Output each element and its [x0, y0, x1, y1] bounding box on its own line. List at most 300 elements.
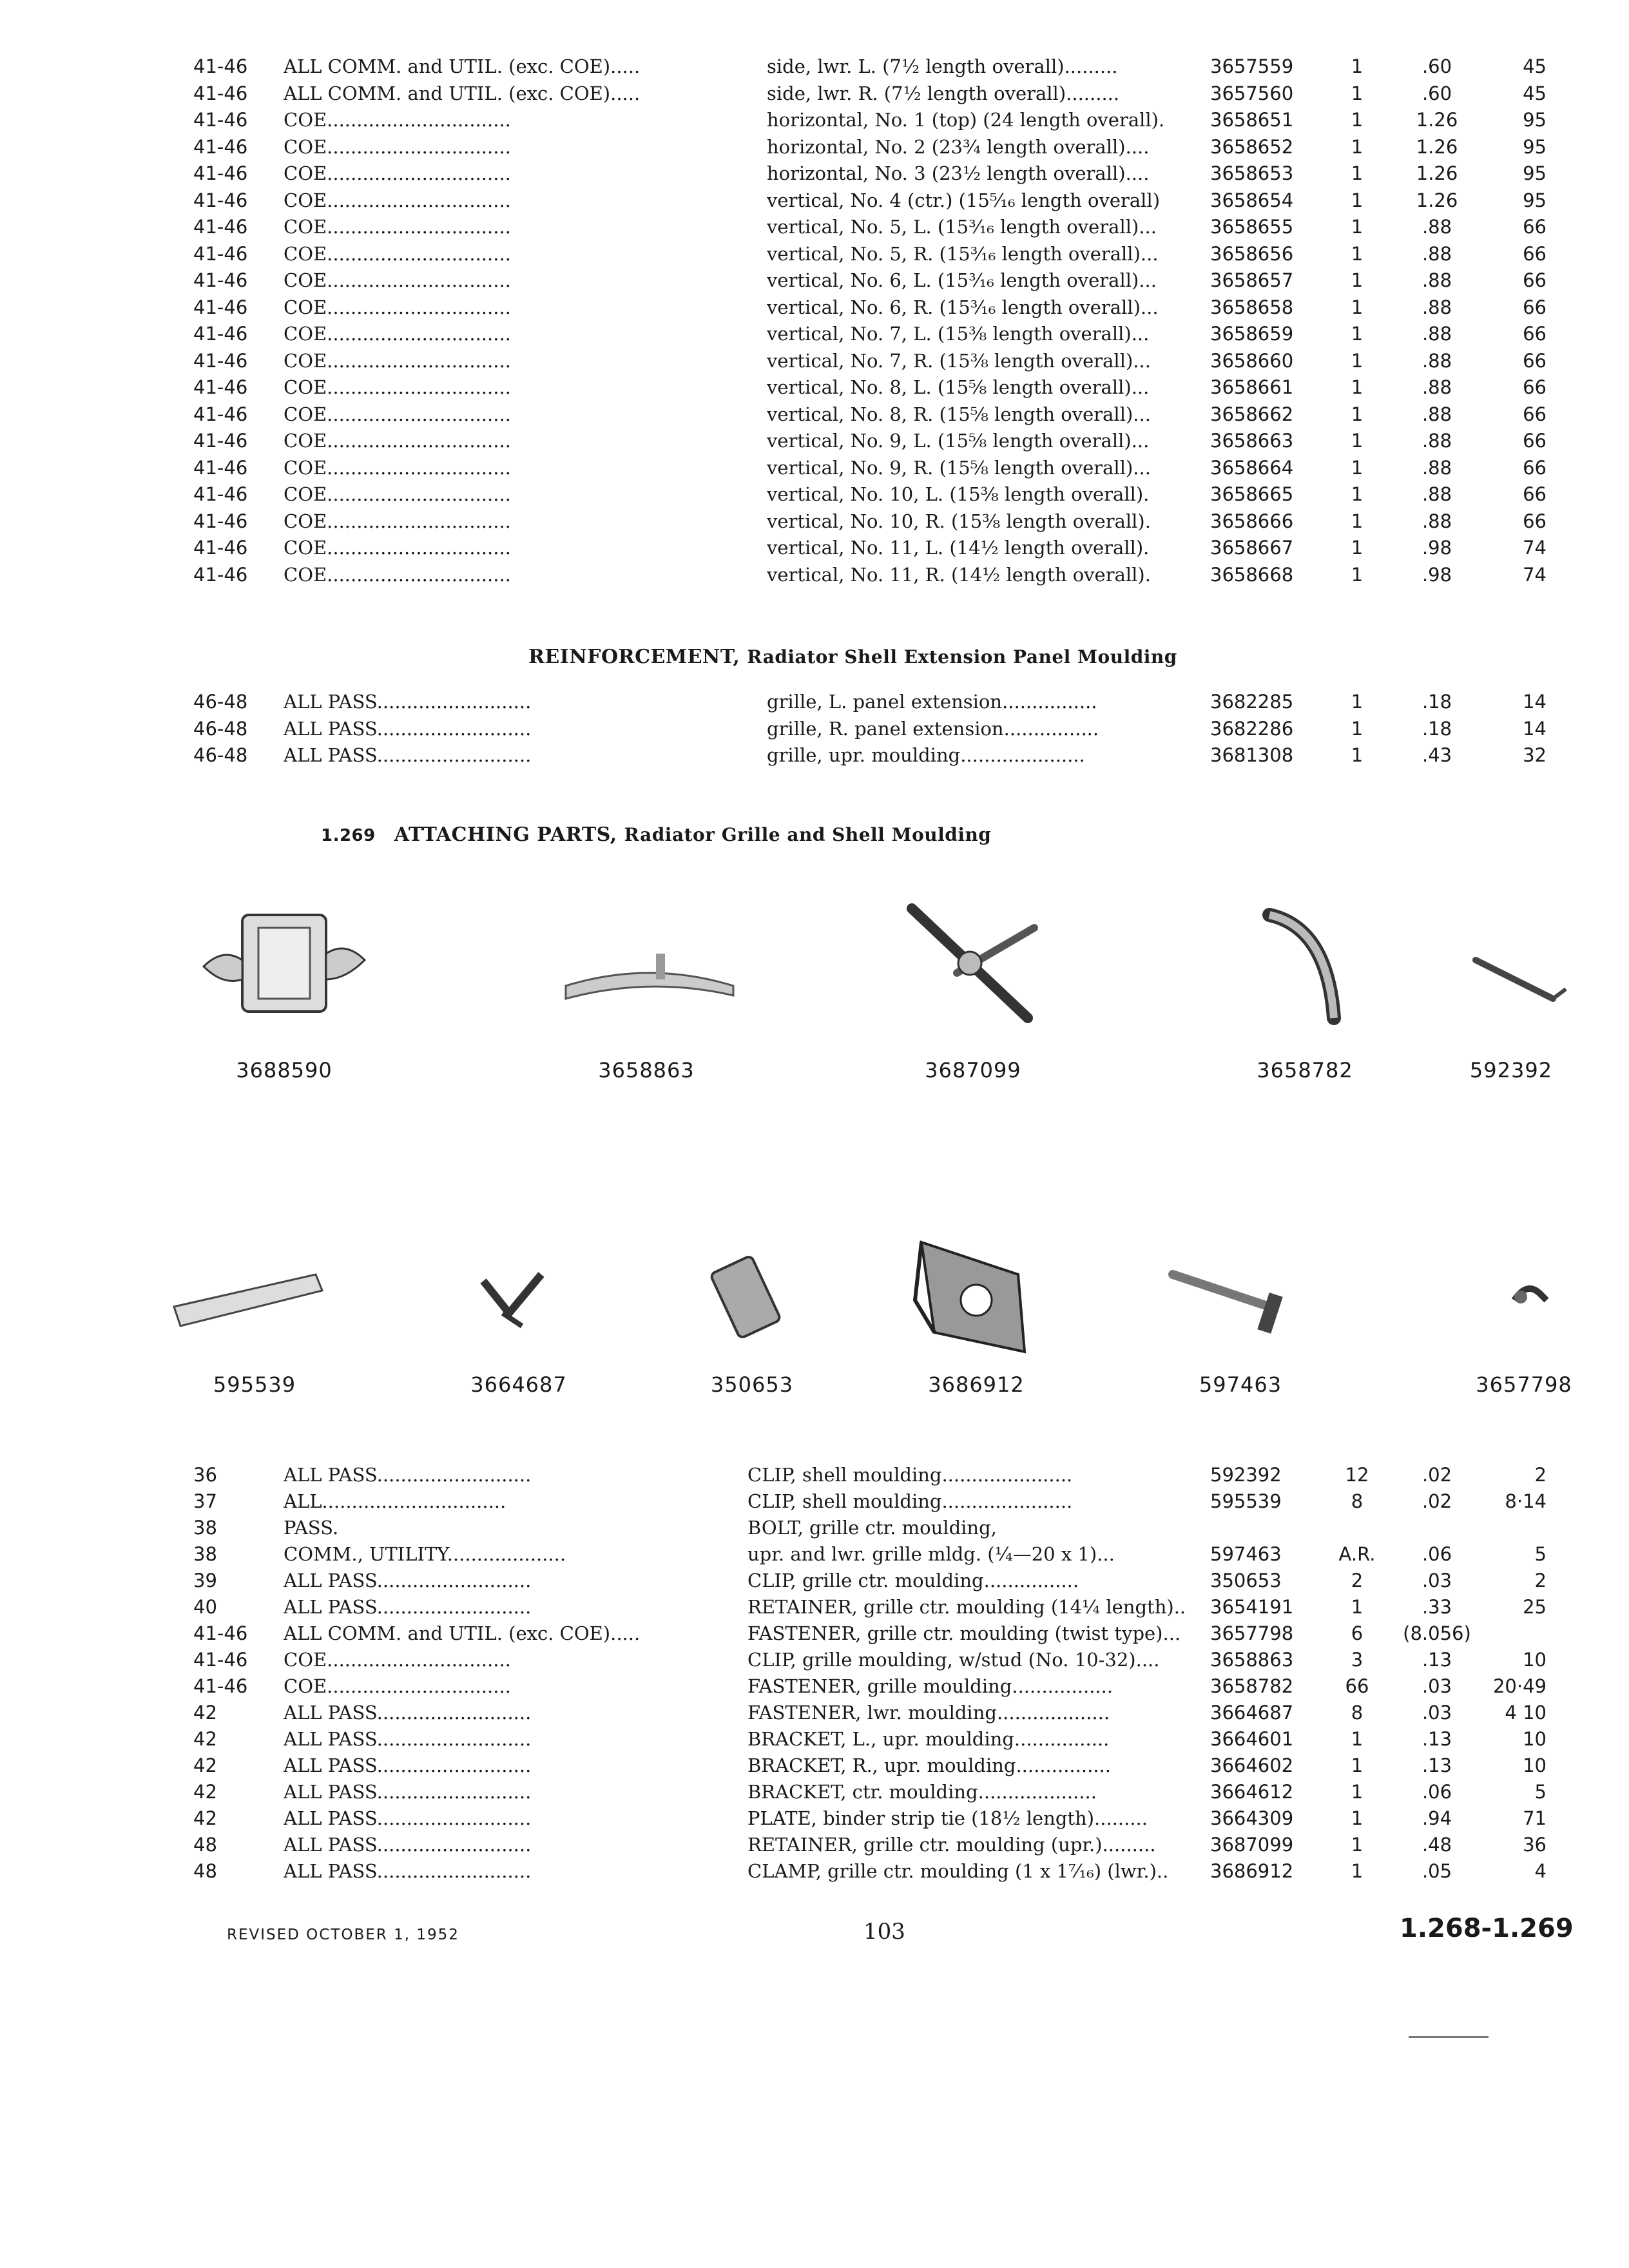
model-cell: ALL PASS..........................	[284, 1702, 532, 1724]
year-cell: 48	[193, 1860, 217, 1882]
price-cell: .88	[1422, 430, 1452, 452]
price-cell: .88	[1422, 323, 1452, 345]
attaching-parts-heading-rest: Radiator Grille and Shell Moulding	[624, 824, 992, 845]
part-number-cell: 595539	[1210, 1490, 1282, 1512]
price-cell: .98	[1422, 563, 1452, 586]
quantity-cell: 1	[1351, 717, 1364, 740]
description-cell: vertical, No. 11, L. (14½ length overall).	[767, 537, 1150, 559]
part-number-cell: 3658660	[1210, 349, 1294, 372]
quantity-cell: 1	[1351, 323, 1364, 345]
description-cell: vertical, No. 7, R. (15⅜ length overall)...	[767, 349, 1151, 372]
quantity-cell: 1	[1351, 1754, 1364, 1776]
year-cell: 41-46	[193, 82, 248, 104]
part-number-cell: 3664602	[1210, 1754, 1294, 1776]
price-cell: .06	[1422, 1543, 1452, 1565]
model-cell: COE...............................	[284, 162, 511, 184]
moulding-table	[0, 53, 1629, 607]
code-cell: 20·49	[1492, 1675, 1547, 1697]
curved-fastener-icon	[1199, 889, 1411, 1050]
quantity-cell: 1	[1351, 1728, 1364, 1750]
year-cell: 41-46	[193, 135, 248, 158]
price-cell: .88	[1422, 349, 1452, 372]
model-cell: ALL PASS..........................	[284, 717, 532, 740]
description-cell: grille, R. panel extension................	[767, 717, 1099, 740]
part-number-cell: 592392	[1210, 1464, 1282, 1486]
part-number-cell: 3658655	[1210, 216, 1294, 238]
table-row	[0, 1858, 1629, 1885]
model-cell: COE...............................	[284, 296, 511, 318]
price-cell: .05	[1422, 1860, 1452, 1882]
table-row	[0, 1593, 1629, 1620]
code-cell: 8·14	[1505, 1490, 1547, 1512]
year-cell: 41-46	[193, 537, 248, 559]
description-cell: BRACKET, ctr. moulding....................	[747, 1781, 1097, 1803]
year-cell: 41-46	[193, 483, 248, 505]
page-number: 103	[863, 1919, 905, 1945]
figure-part-number: 3657798	[1476, 1372, 1572, 1397]
quantity-cell: 1	[1351, 296, 1364, 318]
price-cell: .03	[1422, 1702, 1452, 1724]
description-cell: FASTENER, grille moulding.................	[747, 1675, 1113, 1697]
part-figure	[412, 1204, 625, 1410]
part-number-cell: 3658665	[1210, 483, 1294, 505]
part-number-cell: 3658652	[1210, 135, 1294, 158]
quantity-cell: 12	[1345, 1464, 1369, 1486]
price-cell: .94	[1422, 1807, 1452, 1829]
price-cell: 1.26	[1416, 189, 1458, 211]
part-number-cell: 3658782	[1210, 1675, 1294, 1697]
part-number-cell: 3658656	[1210, 242, 1294, 265]
price-cell: .88	[1422, 296, 1452, 318]
table-row	[0, 481, 1629, 508]
model-cell: ALL COMM. and UTIL. (exc. COE).....	[284, 55, 641, 77]
code-cell: 66	[1523, 430, 1547, 452]
model-cell: ALL PASS..........................	[284, 1570, 532, 1591]
model-cell: ALL PASS..........................	[284, 1834, 532, 1856]
table-row	[0, 561, 1629, 588]
code-cell: 2	[1534, 1570, 1547, 1591]
year-cell: 38	[193, 1517, 217, 1539]
code-cell: 95	[1523, 109, 1547, 131]
attaching-parts-heading	[321, 823, 991, 846]
description-cell: FASTENER, grille ctr. moulding (twist type)...	[747, 1622, 1181, 1644]
model-cell: ALL PASS..........................	[284, 1807, 532, 1829]
code-cell: 66	[1523, 456, 1547, 479]
part-number-cell: 3658664	[1210, 456, 1294, 479]
quantity-cell: 1	[1351, 349, 1364, 372]
figure-part-number: 3688590	[236, 1058, 333, 1082]
table-row	[0, 1488, 1629, 1515]
table-row	[0, 688, 1629, 715]
code-cell: 66	[1523, 403, 1547, 425]
small-clip-icon	[1405, 889, 1617, 1050]
price-cell: .48	[1422, 1834, 1452, 1856]
price-cell: .18	[1422, 691, 1452, 713]
model-cell: COE...............................	[284, 483, 511, 505]
code-cell: 14	[1523, 717, 1547, 740]
table-row	[0, 1752, 1629, 1779]
part-number-cell: 3657560	[1210, 82, 1294, 104]
code-cell: 14	[1523, 691, 1547, 713]
description-cell: FASTENER, lwr. moulding...................	[747, 1702, 1110, 1724]
year-cell: 46-48	[193, 691, 248, 713]
description-cell: grille, L. panel extension................	[767, 691, 1097, 713]
description-cell: vertical, No. 10, R. (15⅜ length overall).	[767, 510, 1151, 532]
price-cell: .18	[1422, 717, 1452, 740]
part-number-cell: 3682285	[1210, 691, 1294, 713]
price-cell: .88	[1422, 242, 1452, 265]
section-number: 1.269	[321, 826, 376, 845]
part-number-cell: 3664612	[1210, 1781, 1294, 1803]
model-cell: ALL PASS..........................	[284, 1596, 532, 1618]
year-cell: 42	[193, 1702, 217, 1724]
figure-part-number: 597463	[1199, 1372, 1282, 1397]
price-cell: 1.26	[1416, 109, 1458, 131]
model-cell: COE...............................	[284, 1675, 511, 1697]
year-cell: 41-46	[193, 349, 248, 372]
description-cell: vertical, No. 8, L. (15⅝ length overall)...	[767, 376, 1150, 398]
model-cell: COE...............................	[284, 135, 511, 158]
code-cell: 66	[1523, 510, 1547, 532]
table-row	[0, 187, 1629, 214]
description-cell: vertical, No. 5, L. (15³⁄₁₆ length overall)...	[767, 216, 1157, 238]
clamp-plate-icon	[870, 1204, 1083, 1365]
price-cell: (8.056)	[1403, 1622, 1471, 1644]
part-number-cell: 3682286	[1210, 717, 1294, 740]
table-row	[0, 240, 1629, 267]
description-cell: CLIP, grille ctr. moulding................	[747, 1570, 1079, 1591]
code-cell: 66	[1523, 269, 1547, 291]
description-cell: BRACKET, R., upr. moulding................	[747, 1754, 1111, 1776]
description-cell: BOLT, grille ctr. moulding,	[747, 1517, 997, 1539]
table-row	[0, 401, 1629, 428]
retainer-bolt-icon	[867, 889, 1079, 1050]
code-cell: 5	[1534, 1543, 1547, 1565]
price-cell: .60	[1422, 55, 1452, 77]
part-number-cell: 350653	[1210, 1570, 1282, 1591]
code-cell: 66	[1523, 376, 1547, 398]
price-cell: .33	[1422, 1596, 1452, 1618]
code-cell: 4 10	[1505, 1702, 1547, 1724]
year-cell: 41-46	[193, 189, 248, 211]
code-cell: 66	[1523, 242, 1547, 265]
year-cell: 41-46	[193, 430, 248, 452]
table-row	[0, 213, 1629, 240]
quantity-cell: 1	[1351, 430, 1364, 452]
part-number-cell: 3658663	[1210, 430, 1294, 452]
table-row	[0, 1541, 1629, 1568]
description-cell: CLIP, shell moulding......................	[747, 1464, 1073, 1486]
part-figure	[1134, 1204, 1347, 1410]
figure-part-number: 3687099	[925, 1058, 1021, 1082]
quantity-cell: A.R.	[1338, 1543, 1376, 1565]
part-number-cell: 3658658	[1210, 296, 1294, 318]
flat-clip-icon	[148, 1204, 361, 1365]
quantity-cell: 3	[1351, 1649, 1364, 1671]
part-figure	[646, 1204, 858, 1410]
description-cell: horizontal, No. 3 (23½ length overall)....	[767, 162, 1150, 184]
model-cell: COE...............................	[284, 216, 511, 238]
price-cell: .13	[1422, 1728, 1452, 1750]
year-cell: 42	[193, 1781, 217, 1803]
price-cell: 1.26	[1416, 162, 1458, 184]
year-cell: 41-46	[193, 563, 248, 586]
part-figure	[870, 1204, 1083, 1410]
description-cell: vertical, No. 11, R. (14½ length overall).	[767, 563, 1151, 586]
description-cell: vertical, No. 9, R. (15⅝ length overall)...	[767, 456, 1151, 479]
quantity-cell: 1	[1351, 242, 1364, 265]
reinforcement-heading	[528, 646, 1177, 668]
model-cell: COE...............................	[284, 510, 511, 532]
table-row	[0, 1673, 1629, 1700]
quantity-cell: 1	[1351, 135, 1364, 158]
part-figure	[178, 889, 390, 1095]
code-cell: 2	[1534, 1464, 1547, 1486]
description-cell: PLATE, binder strip tie (18½ length).........	[747, 1807, 1148, 1829]
code-cell: 10	[1523, 1728, 1547, 1750]
table-row	[0, 1514, 1629, 1541]
quantity-cell: 6	[1351, 1622, 1364, 1644]
table-row	[0, 1778, 1629, 1805]
table-row	[0, 53, 1629, 80]
model-cell: ALL PASS..........................	[284, 1781, 532, 1803]
figure-part-number: 3658863	[598, 1058, 695, 1082]
model-cell: COE...............................	[284, 403, 511, 425]
description-cell: vertical, No. 6, L. (15³⁄₁₆ length overall)...	[767, 269, 1157, 291]
reinforcement-table	[0, 688, 1629, 785]
code-cell: 95	[1523, 135, 1547, 158]
part-number-cell: 3658863	[1210, 1649, 1294, 1671]
table-row	[0, 1725, 1629, 1753]
code-cell: 10	[1523, 1754, 1547, 1776]
code-cell: 10	[1523, 1649, 1547, 1671]
price-cell: .88	[1422, 403, 1452, 425]
year-cell: 46-48	[193, 717, 248, 740]
footer-rule	[1409, 2036, 1489, 2038]
spring-fastener-icon	[412, 1204, 625, 1365]
table-row	[0, 1620, 1629, 1647]
description-cell: horizontal, No. 2 (23¾ length overall)....	[767, 135, 1150, 158]
table-row	[0, 742, 1629, 769]
part-number-cell: 597463	[1210, 1543, 1282, 1565]
table-row	[0, 160, 1629, 187]
price-cell: .43	[1422, 744, 1452, 766]
description-cell: BRACKET, L., upr. moulding................	[747, 1728, 1110, 1750]
code-cell: 74	[1523, 563, 1547, 586]
quantity-cell: 1	[1351, 483, 1364, 505]
description-cell: vertical, No. 7, L. (15⅜ length overall)...	[767, 323, 1150, 345]
model-cell: ALL COMM. and UTIL. (exc. COE).....	[284, 1622, 641, 1644]
moulding-clip-icon	[540, 889, 753, 1050]
description-cell: vertical, No. 5, R. (15³⁄₁₆ length overall)...	[767, 242, 1159, 265]
figure-part-number: 592392	[1469, 1058, 1553, 1082]
description-cell: RETAINER, grille ctr. moulding (14¼ length)..	[747, 1596, 1186, 1618]
year-cell: 40	[193, 1596, 217, 1618]
price-cell: .88	[1422, 510, 1452, 532]
model-cell: ALL PASS..........................	[284, 691, 532, 713]
table-row	[0, 454, 1629, 481]
code-cell: 95	[1523, 189, 1547, 211]
quantity-cell: 1	[1351, 269, 1364, 291]
year-cell: 41-46	[193, 403, 248, 425]
price-cell: .60	[1422, 82, 1452, 104]
description-cell: CLIP, shell moulding......................	[747, 1490, 1073, 1512]
quantity-cell: 2	[1351, 1570, 1364, 1591]
model-cell: ALL PASS..........................	[284, 1754, 532, 1776]
description-cell: CLIP, grille moulding, w/stud (No. 10-32)....	[747, 1649, 1160, 1671]
part-number-cell: 3658654	[1210, 189, 1294, 211]
part-number-cell: 3654191	[1210, 1596, 1294, 1618]
part-number-cell: 3658666	[1210, 510, 1294, 532]
code-cell: 95	[1523, 162, 1547, 184]
table-row	[0, 374, 1629, 401]
model-cell: COE...............................	[284, 376, 511, 398]
part-number-cell: 3658667	[1210, 537, 1294, 559]
model-cell: ALL PASS..........................	[284, 1728, 532, 1750]
price-cell: .06	[1422, 1781, 1452, 1803]
description-cell: side, lwr. L. (7½ length overall).........	[767, 55, 1118, 77]
year-cell: 41-46	[193, 296, 248, 318]
model-cell: COE...............................	[284, 269, 511, 291]
year-cell: 41-46	[193, 376, 248, 398]
price-cell: .88	[1422, 376, 1452, 398]
reinforcement-heading-rest: Radiator Shell Extension Panel Moulding	[747, 646, 1177, 668]
year-cell: 41-46	[193, 269, 248, 291]
description-cell: RETAINER, grille ctr. moulding (upr.).........	[747, 1834, 1156, 1856]
figure-part-number: 350653	[710, 1372, 794, 1397]
reinforcement-heading-bold: REINFORCEMENT,	[528, 646, 740, 668]
model-cell: ALL COMM. and UTIL. (exc. COE).....	[284, 82, 641, 104]
figure-part-number: 3658782	[1257, 1058, 1353, 1082]
description-cell: upr. and lwr. grille mldg. (¼—20 x 1)...	[747, 1543, 1115, 1565]
table-row	[0, 106, 1629, 133]
code-cell: 5	[1534, 1781, 1547, 1803]
description-cell: vertical, No. 10, L. (15⅜ length overall).	[767, 483, 1150, 505]
part-number-cell: 3657559	[1210, 55, 1294, 77]
grille-clip-retainer-icon	[178, 889, 390, 1050]
code-cell: 36	[1523, 1834, 1547, 1856]
figure-part-number: 595539	[213, 1372, 296, 1397]
table-row	[0, 1646, 1629, 1673]
year-cell: 42	[193, 1807, 217, 1829]
price-cell: .88	[1422, 269, 1452, 291]
description-cell: side, lwr. R. (7½ length overall).........	[767, 82, 1120, 104]
price-cell: .13	[1422, 1649, 1452, 1671]
quantity-cell: 8	[1351, 1702, 1364, 1724]
quantity-cell: 1	[1351, 1834, 1364, 1856]
part-number-cell: 3686912	[1210, 1860, 1294, 1882]
part-number-cell: 3657798	[1210, 1622, 1294, 1644]
part-number-cell: 3658661	[1210, 376, 1294, 398]
price-cell: 1.26	[1416, 135, 1458, 158]
table-row	[0, 1567, 1629, 1594]
table-row	[0, 1805, 1629, 1832]
code-cell: 71	[1523, 1807, 1547, 1829]
bolt-icon	[1134, 1204, 1347, 1365]
part-number-cell: 3664601	[1210, 1728, 1294, 1750]
part-figure	[1405, 889, 1617, 1095]
price-cell: .88	[1422, 483, 1452, 505]
model-cell: ALL...............................	[284, 1490, 506, 1512]
year-cell: 37	[193, 1490, 217, 1512]
quantity-cell: 1	[1351, 456, 1364, 479]
code-cell: 74	[1523, 537, 1547, 559]
twist-fastener-icon	[1418, 1204, 1629, 1365]
quantity-cell: 1	[1351, 55, 1364, 77]
quantity-cell: 1	[1351, 403, 1364, 425]
price-cell: .98	[1422, 537, 1452, 559]
description-cell: CLAMP, grille ctr. moulding (1 x 1⁷⁄₁₆) (lwr.)..	[747, 1860, 1169, 1882]
model-cell: PASS.	[284, 1517, 339, 1539]
table-row	[0, 133, 1629, 160]
quantity-cell: 1	[1351, 376, 1364, 398]
revised-date: REVISED OCTOBER 1, 1952	[227, 1927, 459, 1943]
table-row	[0, 294, 1629, 321]
year-cell: 41-46	[193, 510, 248, 532]
description-cell: grille, upr. moulding.....................	[767, 744, 1085, 766]
code-cell: 66	[1523, 483, 1547, 505]
year-cell: 41-46	[193, 55, 248, 77]
part-number-cell: 3664687	[1210, 1702, 1294, 1724]
table-row	[0, 534, 1629, 561]
year-cell: 36	[193, 1464, 217, 1486]
price-cell: .03	[1422, 1570, 1452, 1591]
part-figure	[1199, 889, 1411, 1095]
part-number-cell: 3658657	[1210, 269, 1294, 291]
year-cell: 41-46	[193, 109, 248, 131]
part-number-cell: 3658668	[1210, 563, 1294, 586]
model-cell: COE...............................	[284, 456, 511, 479]
year-cell: 39	[193, 1570, 217, 1591]
part-number-cell: 3658662	[1210, 403, 1294, 425]
table-row	[0, 320, 1629, 347]
quantity-cell: 1	[1351, 109, 1364, 131]
code-cell: 25	[1523, 1596, 1547, 1618]
model-cell: COE...............................	[284, 537, 511, 559]
quantity-cell: 1	[1351, 1781, 1364, 1803]
model-cell: ALL PASS..........................	[284, 744, 532, 766]
part-figure	[540, 889, 753, 1095]
price-cell: .88	[1422, 456, 1452, 479]
quantity-cell: 66	[1345, 1675, 1369, 1697]
quantity-cell: 1	[1351, 1860, 1364, 1882]
quantity-cell: 1	[1351, 82, 1364, 104]
year-cell: 42	[193, 1754, 217, 1776]
quantity-cell: 1	[1351, 189, 1364, 211]
attaching-parts-heading-bold: ATTACHING PARTS,	[394, 823, 617, 846]
model-cell: ALL PASS..........................	[284, 1860, 532, 1882]
year-cell: 41-46	[193, 1622, 248, 1644]
year-cell: 41-46	[193, 216, 248, 238]
code-cell: 32	[1523, 744, 1547, 766]
quantity-cell: 1	[1351, 691, 1364, 713]
model-cell: ALL PASS..........................	[284, 1464, 532, 1486]
code-cell: 66	[1523, 323, 1547, 345]
year-cell: 38	[193, 1543, 217, 1565]
code-cell: 66	[1523, 216, 1547, 238]
quantity-cell: 8	[1351, 1490, 1364, 1512]
model-cell: COE...............................	[284, 563, 511, 586]
quantity-cell: 1	[1351, 1596, 1364, 1618]
code-cell: 66	[1523, 349, 1547, 372]
grille-clip-icon	[646, 1204, 858, 1365]
price-cell: .03	[1422, 1675, 1452, 1697]
price-cell: .13	[1422, 1754, 1452, 1776]
section-range: 1.268-1.269	[1400, 1914, 1574, 1943]
code-cell: 4	[1534, 1860, 1547, 1882]
quantity-cell: 1	[1351, 1807, 1364, 1829]
description-cell: vertical, No. 6, R. (15³⁄₁₆ length overall)...	[767, 296, 1159, 318]
